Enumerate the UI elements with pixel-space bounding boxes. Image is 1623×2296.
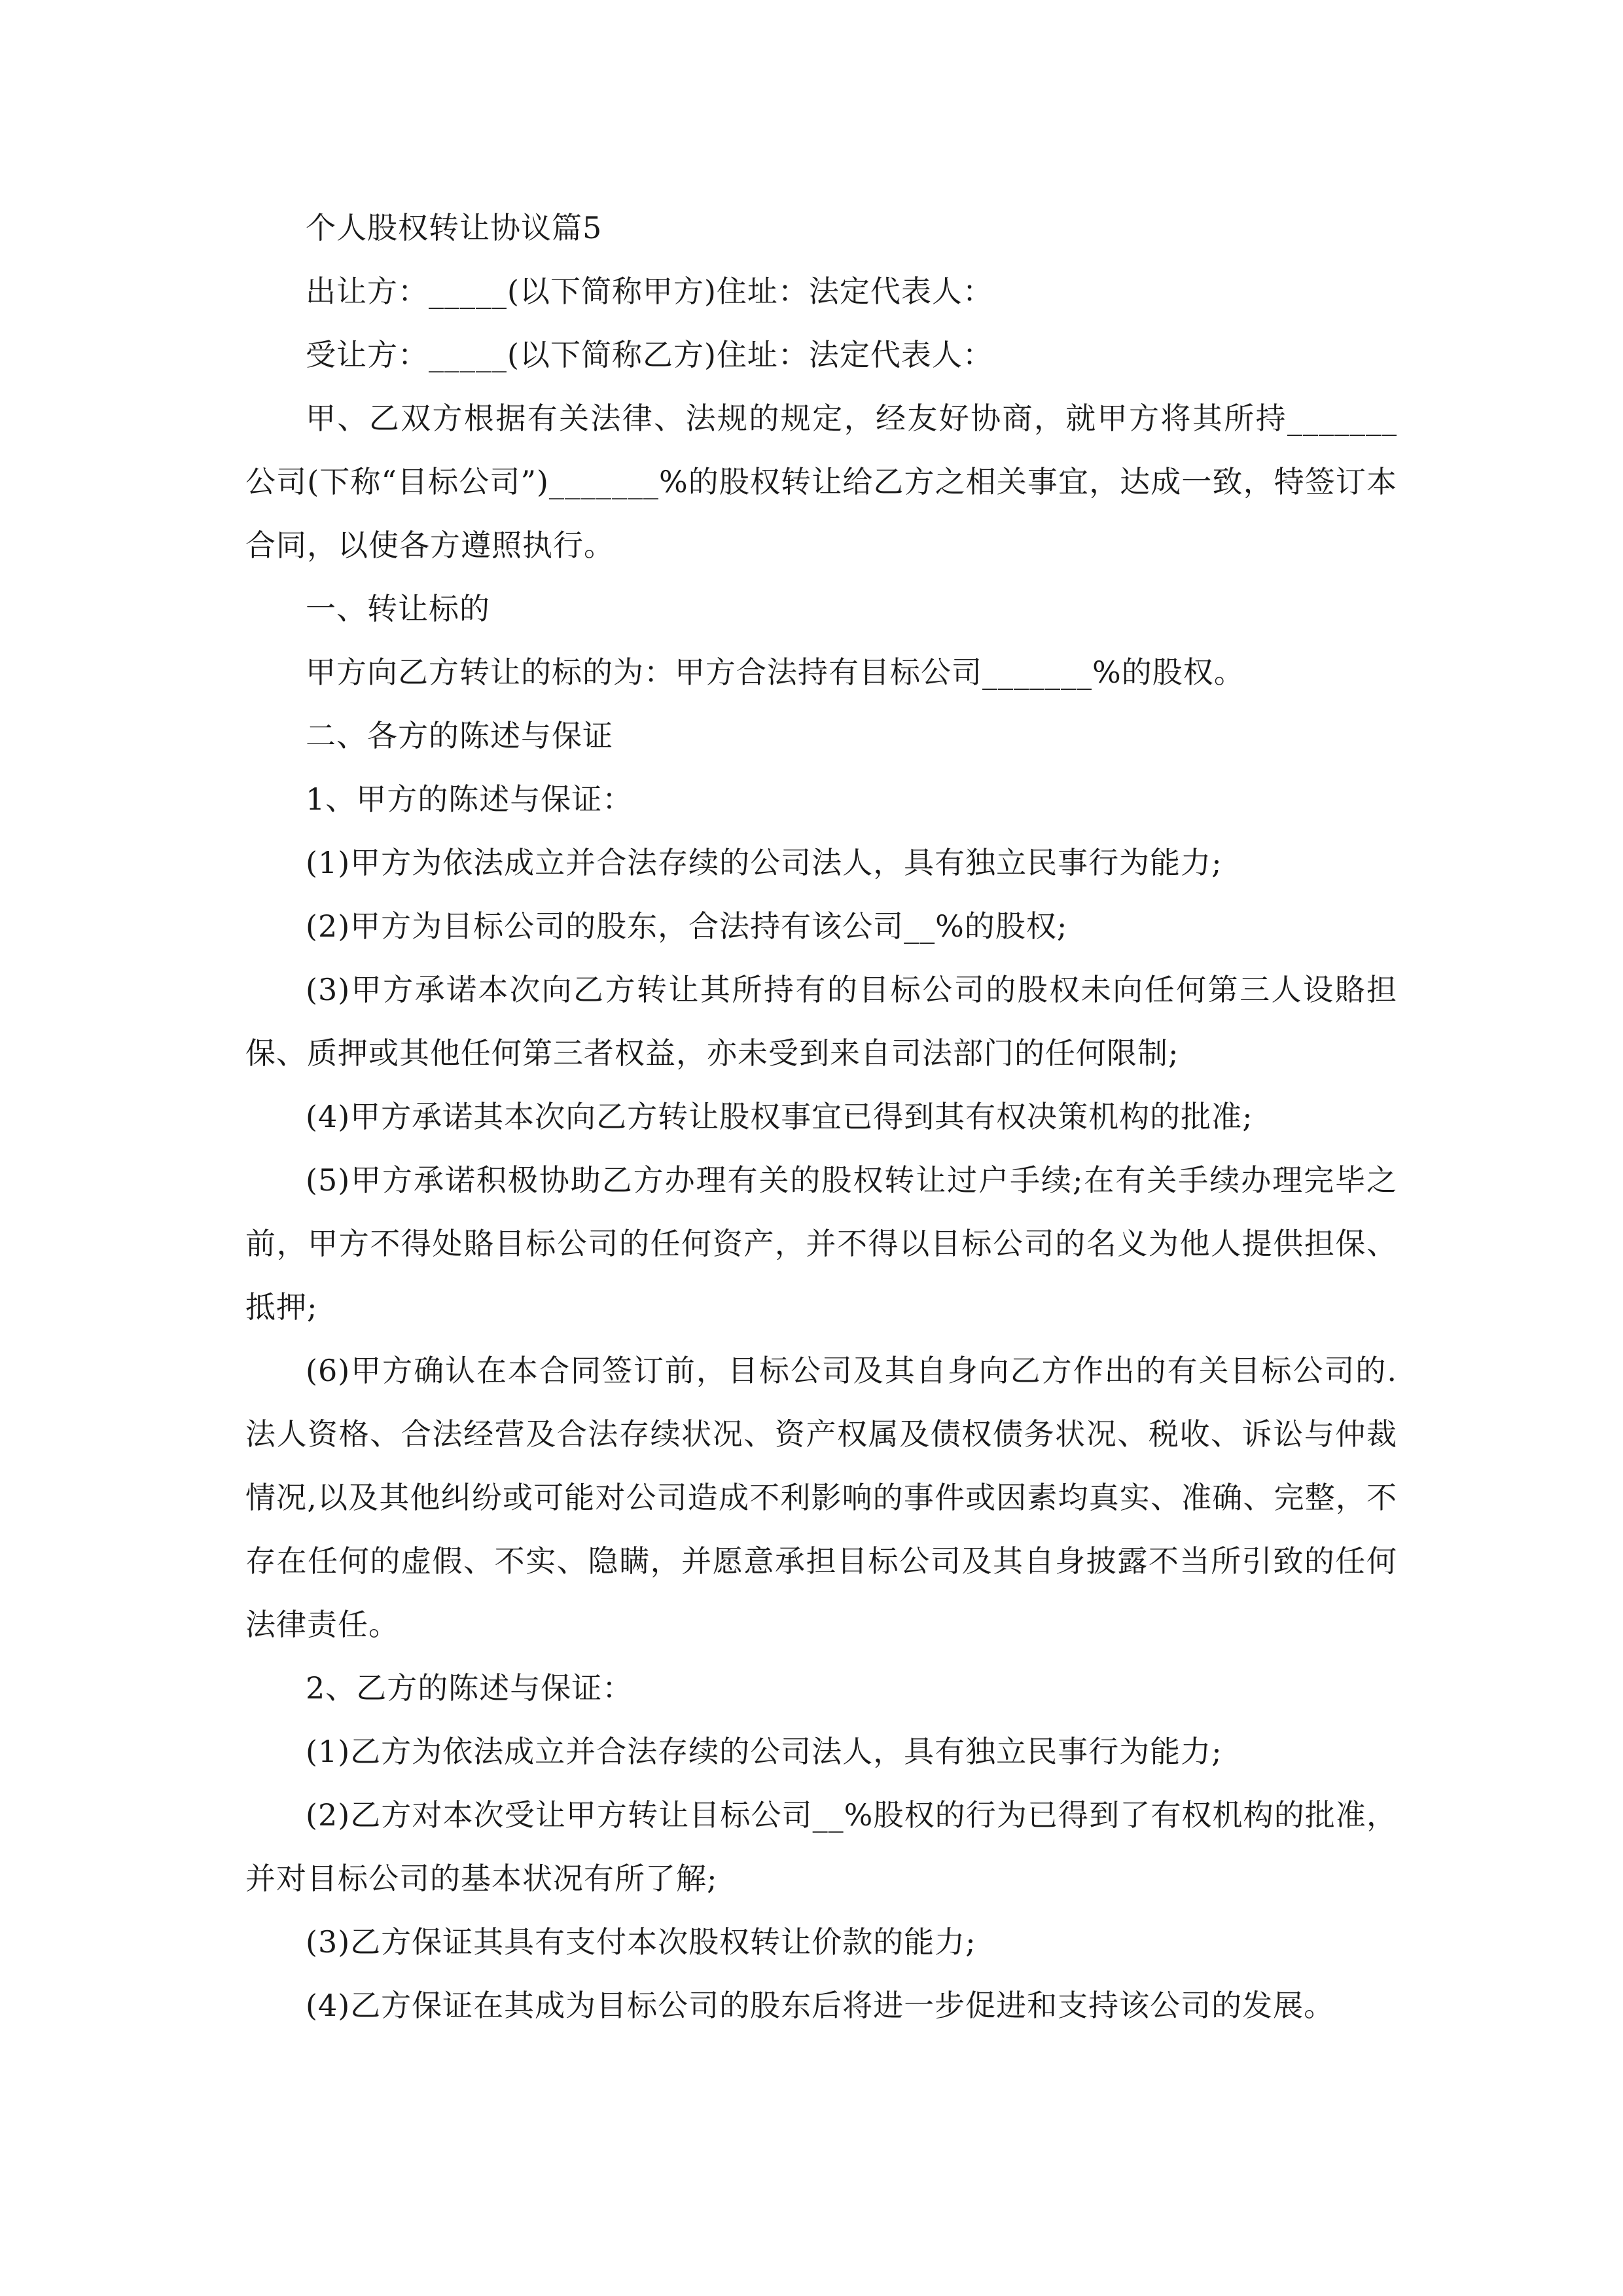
paragraph-transferee: 受让方：_____(以下简称乙方)住址：法定代表人： [306,337,993,372]
document-title: 个人股权转让协议篇5 [306,210,603,245]
clause-a-1: (1)甲方为依法成立并合法存续的公司法人，具有独立民事行为能力; [306,845,1222,880]
paragraph-preamble: 甲、乙双方根据有关法律、法规的规定，经友好协商，就甲方将其所持_______公司(下称“目标公司”)_______%的股权转让给乙方之相关事宜，达成一致，特签订本合同，以使各方遵照执行。 [245,401,1397,563]
subsection-heading-party-a: 1、甲方的陈述与保证： [306,781,633,817]
clause-a-6: (6)甲方确认在本合同签订前，目标公司及其自身向乙方作出的有关目标公司的.法人资格、合法经营及合法存续状况、资产权属及债权债务状况、税收、诉讼与仲裁情况,以及其他纠纷或可能对公司造成不利影响的事件或因素均真实、准确、完整，不存在任何的虚假、不实、隐瞒，并愿意承担目标公司及其自身披露不当所引致的任何法律责任。 [245,1353,1397,1642]
clause-a-3: (3)甲方承诺本次向乙方转让其所持有的目标公司的股权未向任何第三人设賂担保、质押或其他任何第三者权益，亦未受到来自司法部门的任何限制; [245,972,1397,1071]
section-heading-2: 二、各方的陈述与保证 [306,718,613,753]
paragraph-subject: 甲方向乙方转让的标的为：甲方合法持有目标公司_______%的股权。 [306,655,1245,690]
clause-b-2: (2)乙方对本次受让甲方转让目标公司__%股权的行为已得到了有权机构的批准，并对目标公司的基本状况有所了解; [245,1797,1397,1896]
clause-b-1: (1)乙方为依法成立并合法存续的公司法人，具有独立民事行为能力; [306,1734,1222,1769]
clause-b-3: (3)乙方保证其具有支付本次股权转让价款的能力; [306,1924,976,1960]
clause-b-4: (4)乙方保证在其成为目标公司的股东后将进一步促进和支持该公司的发展。 [306,1988,1335,2023]
paragraph-transferor: 出让方：_____(以下简称甲方)住址：法定代表人： [306,274,993,309]
clause-a-5: (5)甲方承诺积极协助乙方办理有关的股权转让过户手续;在有关手续办理完毕之前，甲方不得处賂目标公司的任何资产，并不得以目标公司的名义为他人提供担保、抵押; [245,1162,1397,1325]
clause-a-4: (4)甲方承诺其本次向乙方转让股权事宜已得到其有权决策机构的批准; [306,1099,1253,1134]
clause-a-2: (2)甲方为目标公司的股东，合法持有该公司__%的股权; [306,908,1068,944]
section-heading-1: 一、转让标的 [306,591,490,626]
document-body [245,196,1397,2037]
subsection-heading-party-b: 2、乙方的陈述与保证： [306,1670,633,1706]
